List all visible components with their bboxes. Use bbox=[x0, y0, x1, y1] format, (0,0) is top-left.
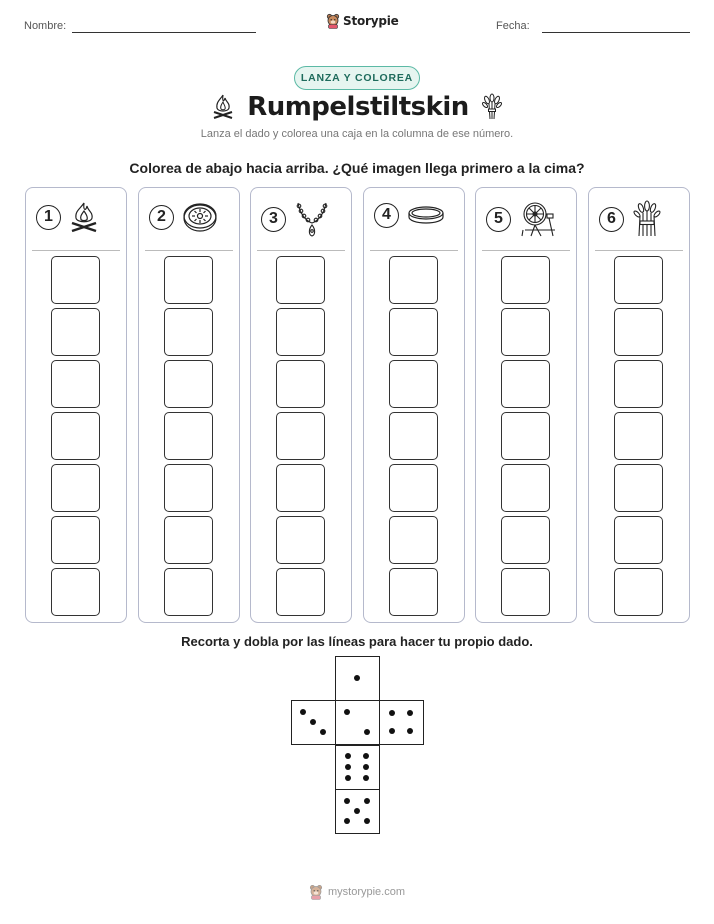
bear-mascot-icon bbox=[309, 884, 323, 900]
color-box[interactable] bbox=[614, 308, 663, 356]
color-box[interactable] bbox=[276, 412, 325, 460]
spinning-wheel-icon bbox=[519, 200, 557, 238]
footer bbox=[0, 884, 714, 900]
color-box[interactable] bbox=[51, 412, 100, 460]
color-box[interactable] bbox=[389, 308, 438, 356]
column-divider bbox=[145, 250, 233, 251]
column-divider bbox=[482, 250, 570, 251]
cut-instruction: Recorta y dobla por las líneas para hacer tu propio dado. bbox=[181, 634, 533, 649]
color-box[interactable] bbox=[389, 412, 438, 460]
color-box[interactable] bbox=[164, 516, 213, 564]
necklace-icon bbox=[294, 200, 330, 238]
column-divider bbox=[257, 250, 345, 251]
color-box[interactable] bbox=[501, 360, 550, 408]
color-box[interactable] bbox=[51, 308, 100, 356]
color-box[interactable] bbox=[501, 516, 550, 564]
column-header bbox=[374, 200, 445, 230]
die-pip bbox=[345, 775, 351, 781]
color-box[interactable] bbox=[614, 516, 663, 564]
color-box[interactable] bbox=[276, 256, 325, 304]
color-box[interactable] bbox=[276, 568, 325, 616]
die-pip bbox=[300, 709, 306, 715]
color-box[interactable] bbox=[501, 568, 550, 616]
column-divider bbox=[32, 250, 120, 251]
column-number: 3 bbox=[261, 207, 286, 232]
color-box[interactable] bbox=[276, 308, 325, 356]
column-divider bbox=[370, 250, 458, 251]
color-box[interactable] bbox=[164, 568, 213, 616]
die-pip bbox=[345, 764, 351, 770]
die-pip bbox=[345, 753, 351, 759]
name-label: Nombre: bbox=[24, 20, 67, 32]
color-box[interactable] bbox=[614, 256, 663, 304]
column-2 bbox=[138, 187, 240, 623]
color-box[interactable] bbox=[276, 464, 325, 512]
column-4 bbox=[363, 187, 465, 623]
column-header bbox=[486, 200, 557, 238]
campfire-icon bbox=[211, 93, 235, 121]
ring-icon bbox=[407, 200, 445, 230]
column-header bbox=[261, 200, 330, 238]
color-box[interactable] bbox=[51, 568, 100, 616]
die-pip bbox=[364, 729, 370, 735]
die-pip bbox=[344, 798, 350, 804]
column-header bbox=[36, 200, 99, 234]
column-header bbox=[149, 200, 218, 234]
color-box[interactable] bbox=[164, 360, 213, 408]
bear-mascot-icon bbox=[326, 13, 340, 29]
straw-bundle-icon bbox=[481, 93, 503, 121]
die-pip bbox=[363, 753, 369, 759]
color-box[interactable] bbox=[164, 256, 213, 304]
color-box[interactable] bbox=[389, 568, 438, 616]
die-pip bbox=[344, 818, 350, 824]
subtitle: Lanza el dado y colorea una caja en la columna de ese número. bbox=[200, 128, 514, 140]
column-divider bbox=[595, 250, 683, 251]
color-box[interactable] bbox=[276, 516, 325, 564]
column-number: 6 bbox=[599, 207, 624, 232]
campfire-icon bbox=[69, 200, 99, 234]
column-number: 4 bbox=[374, 203, 399, 228]
column-3 bbox=[250, 187, 352, 623]
die-face-two bbox=[335, 700, 380, 745]
die-face-one bbox=[335, 656, 380, 701]
color-box[interactable] bbox=[164, 412, 213, 460]
straw-bundle-icon bbox=[632, 200, 662, 238]
color-box[interactable] bbox=[501, 412, 550, 460]
color-box[interactable] bbox=[276, 360, 325, 408]
column-number: 1 bbox=[36, 205, 61, 230]
die-face-three bbox=[291, 700, 336, 745]
die-pip bbox=[354, 675, 360, 681]
color-box[interactable] bbox=[501, 256, 550, 304]
color-box[interactable] bbox=[389, 256, 438, 304]
name-line[interactable] bbox=[72, 32, 256, 33]
color-box[interactable] bbox=[164, 308, 213, 356]
color-box[interactable] bbox=[51, 360, 100, 408]
column-1 bbox=[25, 187, 127, 623]
column-5 bbox=[475, 187, 577, 623]
color-box[interactable] bbox=[614, 412, 663, 460]
color-box[interactable] bbox=[501, 308, 550, 356]
brand-name: Storypie bbox=[343, 14, 399, 28]
die-pip bbox=[344, 709, 350, 715]
color-box[interactable] bbox=[389, 360, 438, 408]
color-box[interactable] bbox=[389, 516, 438, 564]
color-box[interactable] bbox=[51, 516, 100, 564]
die-pip bbox=[320, 729, 326, 735]
date-line[interactable] bbox=[542, 32, 690, 33]
title-row bbox=[0, 92, 714, 122]
die-pip bbox=[407, 728, 413, 734]
die-pip bbox=[389, 710, 395, 716]
color-box[interactable] bbox=[51, 256, 100, 304]
color-box[interactable] bbox=[389, 464, 438, 512]
color-box[interactable] bbox=[614, 360, 663, 408]
brand-logo bbox=[326, 13, 399, 29]
activity-badge: LANZA Y COLOREA bbox=[294, 66, 420, 90]
color-box[interactable] bbox=[164, 464, 213, 512]
color-box[interactable] bbox=[51, 464, 100, 512]
color-box[interactable] bbox=[501, 464, 550, 512]
gold-coin-icon bbox=[182, 200, 218, 234]
die-pip bbox=[364, 818, 370, 824]
column-header bbox=[599, 200, 662, 238]
die-pip bbox=[389, 728, 395, 734]
die-pip bbox=[407, 710, 413, 716]
color-box[interactable] bbox=[614, 568, 663, 616]
column-number: 5 bbox=[486, 207, 511, 232]
column-number: 2 bbox=[149, 205, 174, 230]
color-box[interactable] bbox=[614, 464, 663, 512]
die-pip bbox=[364, 798, 370, 804]
page-title: Rumpelstiltskin bbox=[247, 92, 469, 122]
instruction: Colorea de abajo hacia arriba. ¿Qué imagen llega primero a la cima? bbox=[129, 160, 585, 176]
die-face-four bbox=[379, 700, 424, 745]
date-label: Fecha: bbox=[496, 20, 530, 32]
die-pip bbox=[363, 775, 369, 781]
die-pip bbox=[310, 719, 316, 725]
die-pip bbox=[363, 764, 369, 770]
footer-url[interactable]: mystorypie.com bbox=[327, 886, 406, 898]
die-pip bbox=[354, 808, 360, 814]
column-6 bbox=[588, 187, 690, 623]
die-face-five bbox=[335, 789, 380, 834]
die-face-six bbox=[335, 745, 380, 790]
